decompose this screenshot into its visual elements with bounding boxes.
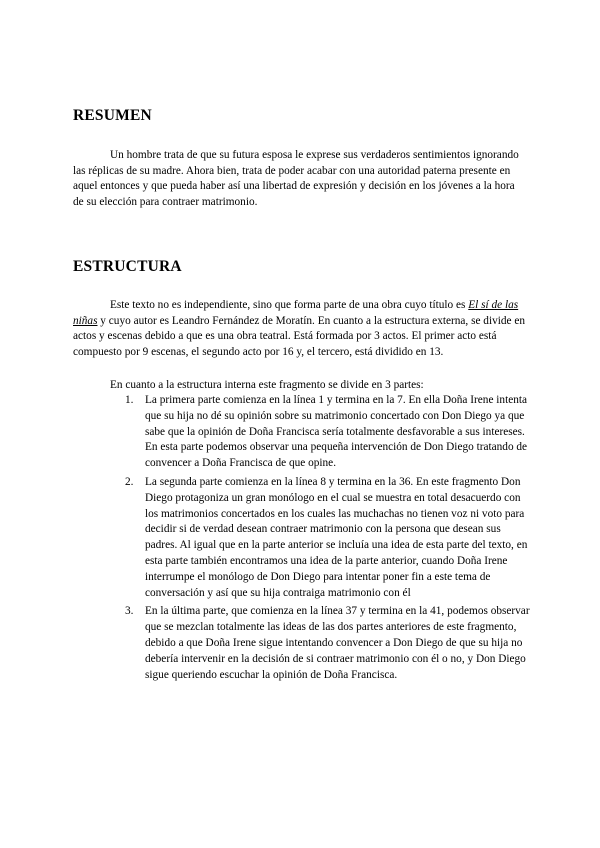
resumen-heading: RESUMEN bbox=[73, 107, 152, 124]
list-item-number: 3. bbox=[125, 605, 134, 618]
estructura-heading: ESTRUCTURA bbox=[73, 258, 182, 275]
list-item-text: La primera parte comienza en la línea 1 y termina en la 7. En ella Doña Irene intenta que su hija no dé su opinión sobre su matrimonio concertado con Don Diego ya que sabe que la opinión de Doña Francisca sería totalmente desfavorable a sus intereses. En esta parte podemos observar una pequeña intervención de Don Diego tratando de convencer a Doña Francisca de que opine. bbox=[145, 394, 528, 470]
parts-list bbox=[125, 393, 530, 686]
list-item-text: La segunda parte comienza en la línea 8 y termina en la 36. En este fragmento Don Diego protagoniza un gran monólogo en el cual se muestra en total desacuerdo con los matrimonios concertados en los cuales las muchachas no tienen voz ni voto para decidir si de verdad desean contraer matrimonio con la persona que desean sus padres. Al igual que en la parte anterior se incluía una idea de esta parte del texto, en esta parte también encontramos una idea de la parte anterior, cuando Doña Irene interrumpe el monólogo de Don Diego para intentar poner fin a este tema de conversación y así que su hija contraiga matrimonio con él bbox=[145, 475, 528, 599]
resumen-paragraph: Un hombre trata de que su futura esposa le exprese sus verdaderos sentimientos ignorando las réplicas de su madre. Ahora bien, trata de poder acabar con una autoridad paterna presente en aquel entonces y que pueda haber así una libertad de expresión y decisión en los jóvenes a la hora de su elección para contraer matrimonio. bbox=[73, 149, 519, 208]
intro-text-after: y cuyo autor es Leandro Fernández de Moratín. En cuanto a la estructura externa, se divide en actos y escenas debido a que es una obra teatral. Está formada por 3 actos. El primer acto está compuesto por 9 escenas, el segundo acto por 16 y, el tercero, está dividido en 13. bbox=[73, 314, 526, 358]
list-item-number: 1. bbox=[125, 394, 134, 406]
estructura-paragraph bbox=[73, 298, 528, 360]
list-item bbox=[125, 393, 530, 472]
list-item-number: 2. bbox=[125, 475, 134, 488]
list-item bbox=[125, 475, 530, 601]
internal-structure-intro: En cuanto a la estructura interna este fragmento se divide en 3 partes: bbox=[110, 379, 424, 391]
work-title: El sí de las niñas bbox=[73, 299, 519, 327]
list-item bbox=[125, 604, 530, 683]
intro-text-before: Este texto no es independiente, sino que forma parte de una obra cuyo título es bbox=[110, 299, 469, 311]
list-item-text: En la última parte, que comienza en la línea 37 y termina en la 41, podemos observar que se mezclan totalmente las ideas de las dos partes anteriores de este fragmento, debido a que Doña Irene sigue intentando convencer a Don Diego de que su hija no debería intervenir en la decisión de si contraer matrimonio con él o no, y Don Diego sigue queriendo escuchar la opinión de Doña Francisca. bbox=[145, 605, 530, 681]
